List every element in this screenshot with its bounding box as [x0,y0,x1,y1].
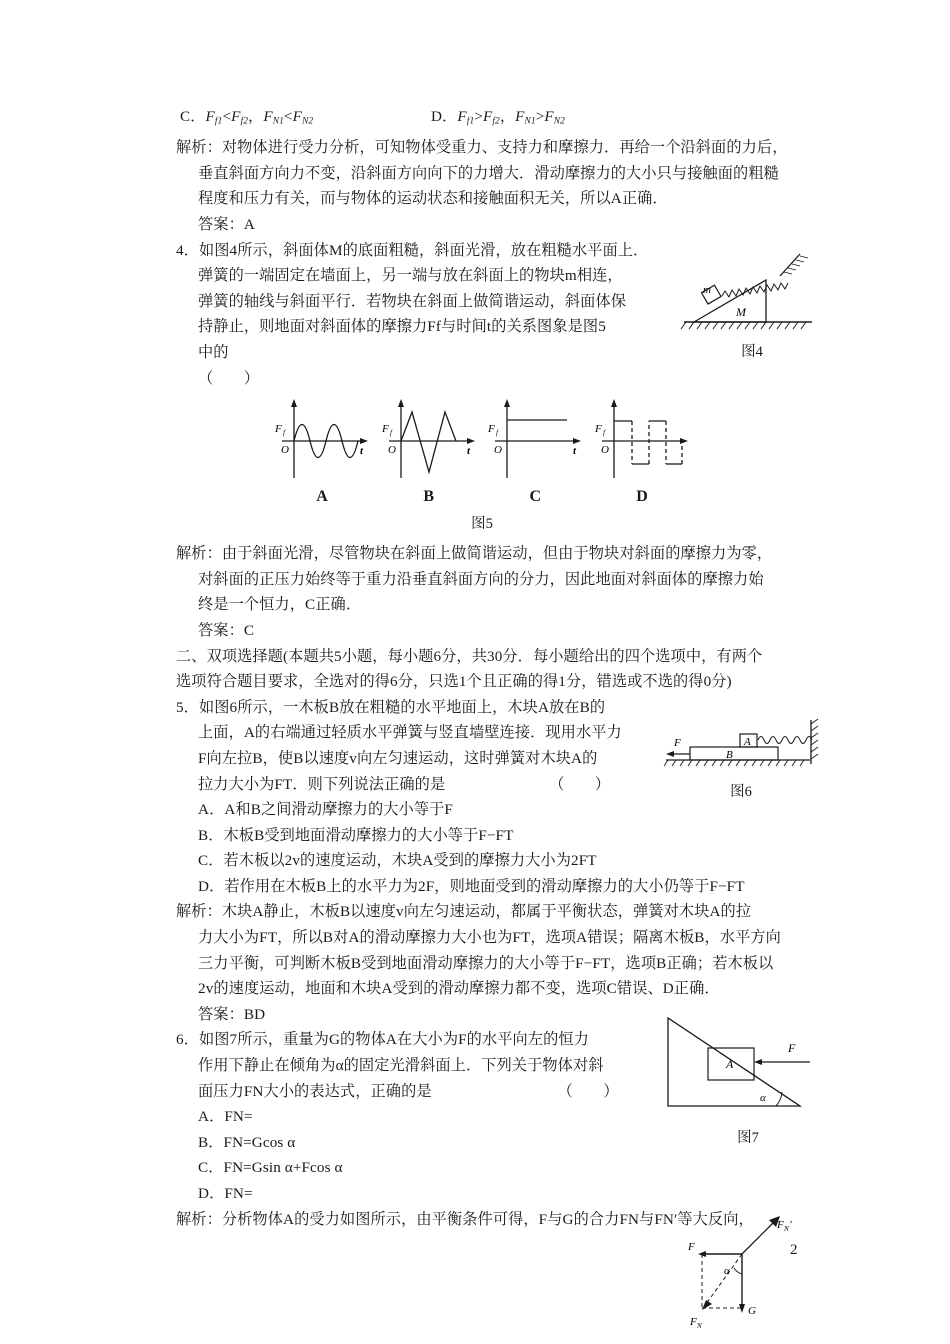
figure-5-option-c [485,396,585,506]
figure-4-caption: 图4 [741,344,763,360]
section-two-line-1: 二、双项选择题(本题共5小题，每小题6分，共30分．每小题给出的四个选项中，有两个 [176,647,763,665]
q6-line-3: 面压力FN大小的表达式，正确的是 [198,1082,432,1100]
svg-text:F: F [488,423,496,435]
figure-7-drawing [660,1002,836,1124]
q5-line-3: F向左拉B，使B以速度v向左匀速运动，这时弹簧对木块A的 [198,749,598,767]
svg-text:t: t [466,445,470,457]
q3-option-d: D．$F_{f1}>F_{f2}$，$F_{N1}>F_{N2}$ [430,108,565,127]
q5-explain-line-2: 力大小为FT，所以B对A的滑动摩擦力大小也为FT，选项A错误；隔离木板B，水平方向 [198,929,781,947]
svg-text:f: f [283,429,285,437]
graph-c-drawing [485,396,585,486]
q5-answer: 答案：BD [198,1005,266,1023]
q4-line-4: 持静止，则地面对斜面体的摩擦力Ff与时间t的关系图象是图5 [198,318,606,336]
q5-option-a: A．A和B之间滑动摩擦力的大小等于F [198,801,453,819]
q5-answer-paren: （ ） [549,775,611,793]
q4-line-3: 弹簧的轴线与斜面平行．若物块在斜面上做简谐运动，斜面体保 [198,292,627,310]
q5-option-c: C．若木板以2v的速度运动，木块A受到的摩擦力大小为2FT [198,852,597,870]
q3-explain-line-1: 解析：对物体进行受力分析，可知物体受重力、支持力和摩擦力．再给一个沿斜面的力后， [176,139,788,157]
figure-6-drawing [660,716,822,778]
section-two-line-2: 选项符合题目要求，全选对的得6分，只选1个且正确的得1分，错选或不选的得0分) [176,673,732,691]
figure-7-caption: 图7 [737,1130,759,1146]
page-number: 2 [790,1242,798,1258]
graph-a-drawing [272,396,372,486]
figure-4-label-m: m [703,284,711,296]
figure-4 [672,246,832,364]
q6-line-2: 作用下静止在倾角为α的固定光滑斜面上．下列关于物体对斜 [198,1057,604,1075]
graph-d-drawing [592,396,692,486]
svg-text:′: ′ [790,1219,793,1231]
figure-5-option-b [379,396,479,506]
q4-answer: 答案：C [198,621,255,639]
figure-5 [272,396,692,533]
force-label-alpha: α [724,1265,730,1277]
force-diagram-drawing [672,1212,812,1337]
figure-7 [660,1002,836,1147]
figure-7-label-alpha: α [760,1092,766,1104]
q3-answer: 答案：A [198,216,255,233]
figure-4-label-M: M [736,305,746,319]
q5-explain-line-3: 三力平衡，可判断木板B受到地面滑动摩擦力的大小等于F−FT，选项B正确；若木板以 [198,954,774,972]
figure-6 [660,716,822,801]
force-diagram [672,1212,812,1337]
q6-explain-line-1: 解析：分析物体A的受力如图所示，由平衡条件可得，F与G的合力FN与FN′等大反向， [176,1210,754,1228]
figure-5-option-d [592,396,692,506]
figure-6-caption: 图6 [730,784,752,800]
force-label-g: G [748,1305,756,1317]
force-label-f: F [688,1241,695,1253]
svg-text:O: O [387,444,396,456]
figure-5-option-a [272,396,372,506]
svg-text:O: O [600,444,609,456]
q5-line-1: 5．如图6所示，一木板B放在粗糙的水平地面上，木块A放在B的 [176,698,606,716]
figure-6-label-b: B [726,749,733,761]
force-label-fn: F [690,1316,697,1328]
figure-7-label-a: A [726,1057,734,1071]
svg-text:O: O [281,444,289,456]
q6-option-b: B．FN=Gcos α [198,1133,296,1151]
q5-option-b: B．木板B受到地面滑动摩擦力的大小等于F−FT [198,826,514,844]
q3-explain-line-3: 程度和压力有关，而与物体的运动状态和接触面积无关，所以A正确． [198,190,668,208]
figure-7-label-f: F [788,1041,796,1055]
q3-explain-line-2: 垂直斜面方向力不变，沿斜面方向向下的力增大．滑动摩擦力的大小只与接触面的粗糙 [198,164,779,182]
figure-5-graph-row [272,396,692,506]
svg-text:F: F [275,423,282,435]
svg-text:F: F [381,423,389,435]
q5-option-d: D．若作用在木板B上的水平力为2F，则地面受到的滑动摩擦力的大小仍等于F−FT [198,877,745,895]
graph-b-drawing [379,396,479,486]
q4-line-1: 4．如图4所示，斜面体M的底面粗糙，斜面光滑，放在粗糙水平面上． [176,241,649,259]
svg-text:f: f [389,429,392,437]
q4-explain-line-2: 对斜面的正压力始终等于重力沿垂直斜面方向的分力，因此地面对斜面体的摩擦力始 [198,570,764,588]
figure-5-label-d: D [636,488,648,505]
svg-text:t: t [573,445,577,457]
figure-6-label-a: A [744,736,751,748]
svg-text:O: O [494,444,503,456]
figure-6-label-f: F [674,737,681,749]
figure-4-drawing [672,246,832,338]
q5-line-4: 拉力大小为FT．则下列说法正确的是 [198,775,446,793]
svg-text:f: f [602,429,605,437]
figure-5-label-a: A [316,488,328,505]
q6-answer-paren: （ ） [557,1082,619,1100]
q5-explain-line-1: 解析：木块A静止，木板B以速度v向左匀速运动，都属于平衡状态，弹簧对木块A的拉 [176,903,752,921]
q4-explain-line-3: 终是一个恒力，C正确． [198,596,362,614]
svg-text:t: t [360,445,364,457]
q4-line-5: 中的 [198,343,229,361]
svg-text:N: N [784,1225,789,1233]
q3-options-row [180,104,816,135]
figure-5-label-b: B [423,488,434,505]
figure-5-caption: 图5 [471,516,493,532]
q5-explain-line-4: 2v的速度运动，地面和木块A受到的滑动摩擦力都不变，选项C错误、D正确． [198,980,720,998]
svg-text:F: F [594,423,602,435]
q3-option-c: C．$F_{f1}<F_{f2}$，$F_{N1}<F_{N2}$ [180,108,314,127]
svg-text:N: N [697,1322,702,1330]
q6-option-d: D．FN= [198,1185,253,1202]
q4-answer-paren: （ ） [198,369,260,387]
q6-line-1: 6．如图7所示，重量为G的物体A在大小为F的水平向左的恒力 [176,1031,589,1049]
q5-line-2: 上面，A的右端通过轻质水平弹簧与竖直墙壁连接．现用水平力 [198,724,622,742]
q6-option-a: A．FN= [198,1108,253,1126]
figure-5-label-c: C [529,488,542,505]
svg-text:f: f [496,429,499,437]
q6-option-c: C．FN=Gsin α+Fcos α [198,1159,343,1177]
force-label-fn-prime: F [777,1219,784,1231]
q4-line-2: 弹簧的一端固定在墙面上，另一端与放在斜面上的物块m相连， [198,267,623,285]
q4-explain-line-1: 解析：由于斜面光滑，尽管物块在斜面上做简谐运动，但由于物块对斜面的摩擦力为零， [176,545,773,563]
